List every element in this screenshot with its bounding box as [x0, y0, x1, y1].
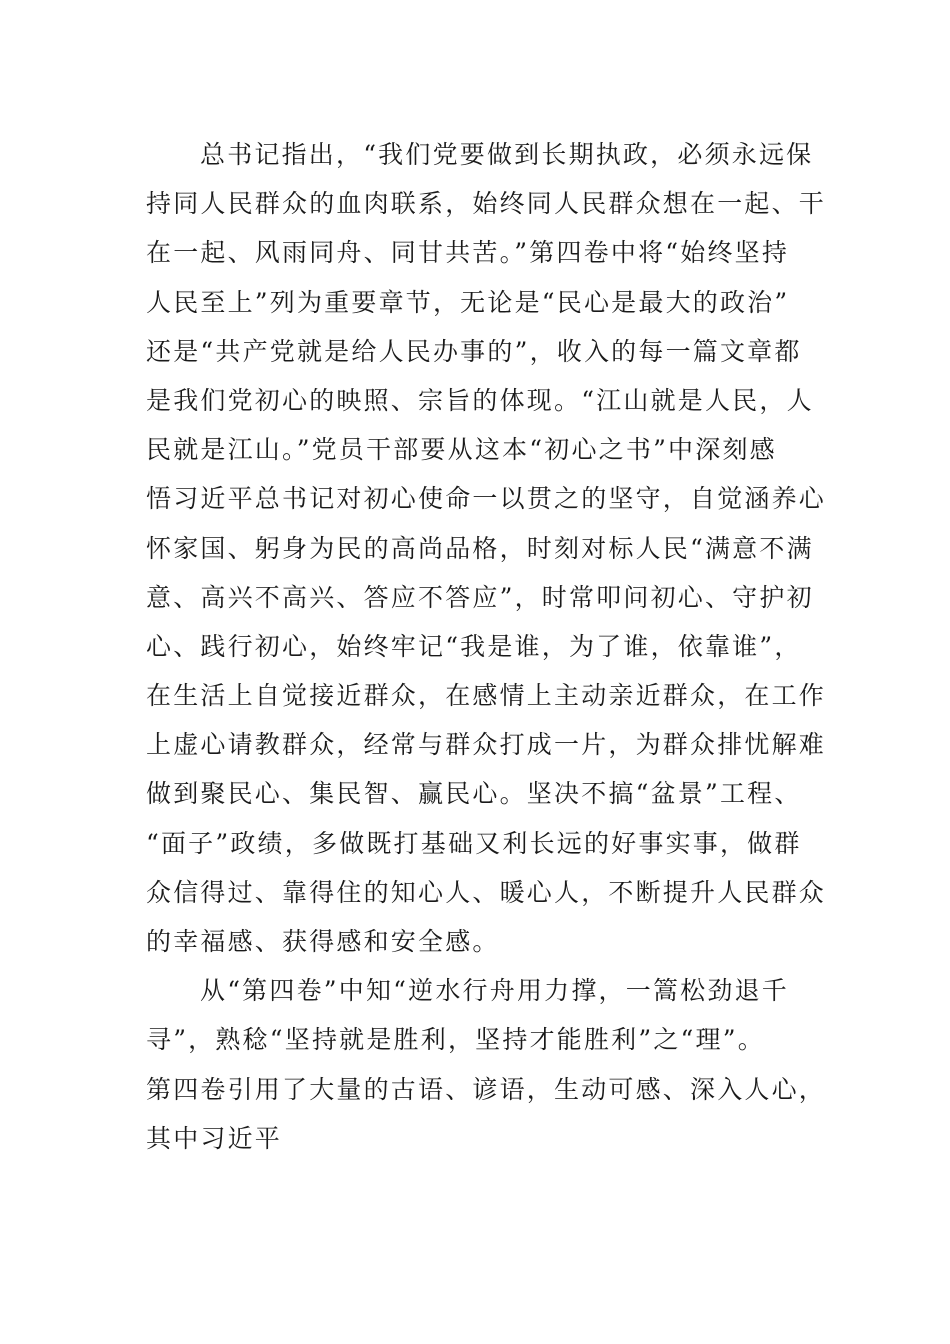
paragraph-1-line-16: 众信得过、靠得住的知心人、暖心人，不断提升人民群众: [146, 877, 827, 907]
paragraph-1-line-11: 心、践行初心，始终牢记“我是谁，为了谁，依靠谁”，: [146, 631, 802, 661]
paragraph-2-line-3: 第四卷引用了大量的古语、谚语，生动可感、深入人心，: [146, 1074, 827, 1104]
paragraph-2-line-4: 其中习近平: [146, 1123, 283, 1153]
paragraph-1-line-6: 是我们党初心的映照、宗旨的体现。“江山就是人民，人: [146, 385, 814, 415]
paragraph-1-line-15: “面子”政绩，多做既打基础又利长远的好事实事，做群: [146, 828, 802, 858]
paragraph-2-line-2: 寻”，熟稔“坚持就是胜利，坚持才能胜利”之“理”。: [146, 1025, 765, 1055]
paragraph-1-line-2: 持同人民群众的血肉联系，始终同人民群众想在一起、干: [146, 189, 827, 219]
paragraph-1-line-3: 在一起、风雨同舟、同甘共苦。”第四卷中将“始终坚持: [146, 238, 790, 268]
paragraph-1-line-10: 意、高兴不高兴、答应不答应”，时常叩问初心、守护初: [146, 582, 814, 612]
paragraph-1-line-14: 做到聚民心、集民智、赢民心。坚决不搞“盆景”工程、: [146, 779, 802, 809]
paragraph-1-line-17: 的幸福感、获得感和安全感。: [146, 927, 500, 956]
paragraph-1-line-4: 人民至上”列为重要章节，无论是“民心是最大的政治”: [146, 287, 790, 317]
paragraph-1-line-12: 在生活上自觉接近群众，在感情上主动亲近群众，在工作: [146, 681, 827, 711]
paragraph-1-line-5: 还是“共产党就是给人民办事的”，收入的每一篇文章都: [146, 336, 802, 366]
paragraph-1-line-13: 上虚心请教群众，经常与群众打成一片，为群众排忧解难: [146, 730, 827, 760]
body-text: [146, 130, 827, 1163]
paragraph-2-line-1: 从“第四卷”中知“逆水行舟用力撑，一篙松劲退千: [200, 976, 789, 1006]
paragraph-1-line-9: 怀家国、躬身为民的高尚品格，时刻对标人民“满意不满: [146, 533, 814, 563]
paragraph-1-line-8: 悟习近平总书记对初心使命一以贯之的坚守，自觉涵养心: [146, 484, 827, 514]
paragraph-1-line-1: 总书记指出，“我们党要做到长期执政，必须永远保: [200, 140, 814, 169]
paragraph-1-line-7: 民就是江山。”党员干部要从这本“初心之书”中深刻感: [146, 435, 777, 465]
